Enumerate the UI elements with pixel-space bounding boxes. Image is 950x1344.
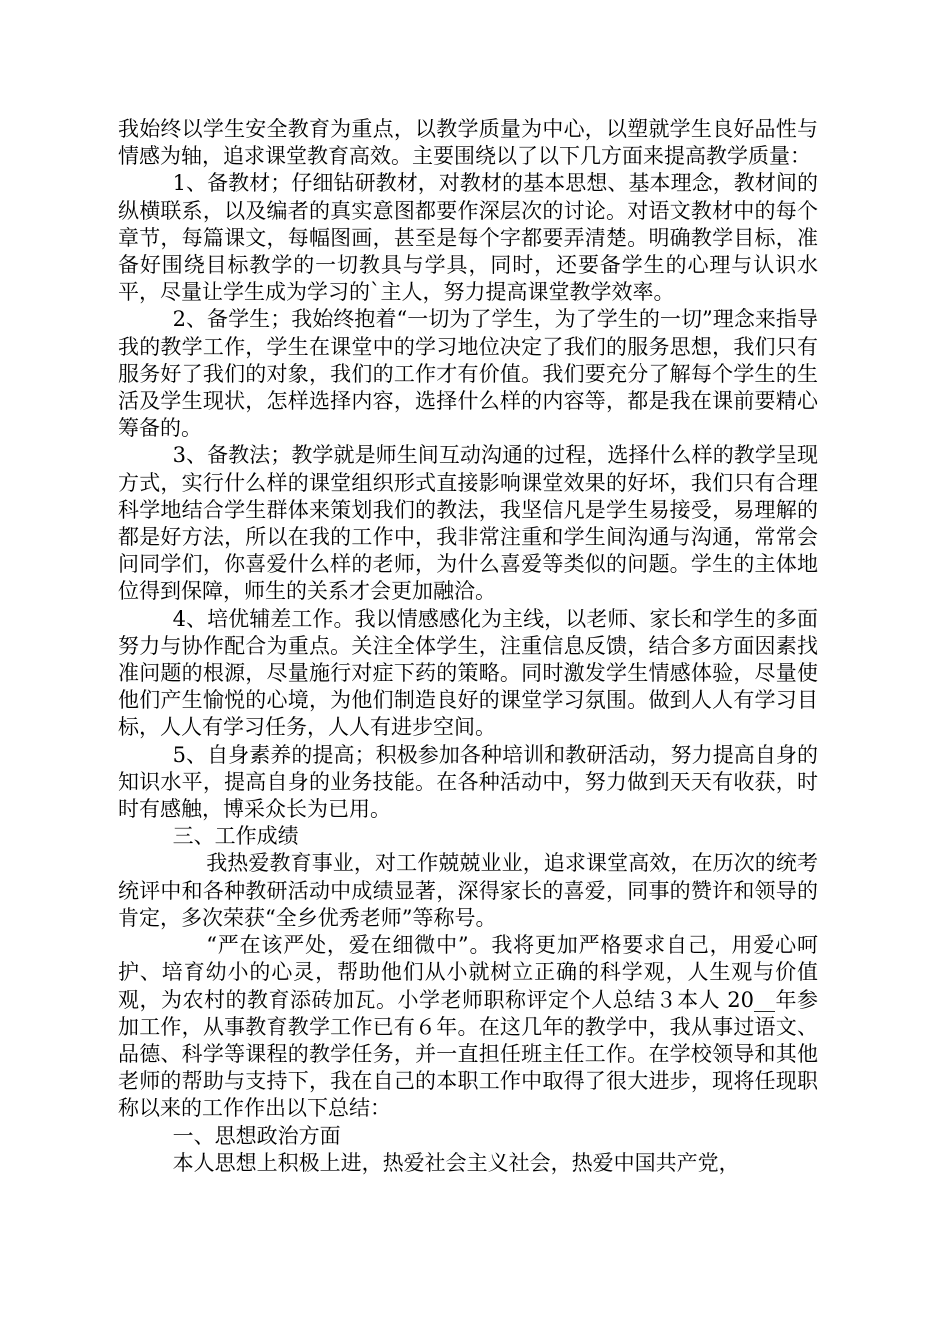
paragraph-prepare-materials: 1、备教材；仔细钻研教材，对教材的基本思想、基本理念，教材间的纵横联系，以及编者的真实意图都要作深层次的讨论。对语文教材中的每个章节，每篇课文，每幅图画，甚至是每个字都要弄清楚。明确教学目标，准备好围绕目标教学的一切教具与学具，同时，还要备学生的心理与认识水平，尽量让学生成为学习的`主人，努力提高课堂教学效率。 — [118, 171, 818, 305]
paragraph-intro: 我始终以学生安全教育为重点，以教学质量为中心，以塑就学生良好品性与情感为轴，追求课堂教育高效。主要围绕以了以下几方面来提高教学质量： — [118, 117, 818, 169]
paragraph-prepare-methods: 3、备教法；教学就是师生间互动沟通的过程，选择什么样的教学呈现方式，实行什么样的课堂组织形式直接影响课堂效果的好坏，我们只有合理科学地结合学生群体来策划我们的教法，我坚信凡是学生易接受，易理解的都是好方法，所以在我的工作中，我非常注重和学生间沟通与沟通，常常会问同学们，你喜爱什么样的老师，为什么喜爱等类似的问题。学生的主体地位得到保障，师生的关系才会更加融洽。 — [118, 443, 818, 604]
section-heading-achievements: 三、工作成绩 — [172, 824, 299, 849]
document-body — [118, 116, 818, 1177]
section-heading-politics: 一、思想政治方面 — [172, 1123, 341, 1148]
paragraph-tutoring: 4、培优辅差工作。我以情感感化为主线，以老师、家长和学生的多面努力与协作配合为重点。关注全体学生，注重信息反馈，结合多方面因素找准问题的根源，尽量施行对症下药的策略。同时激发学生情感体验，尽量使他们产生愉悦的心境，为他们制造良好的课堂学习氛围。做到人人有学习目标，人人有学习任务，人人有进步空间。 — [118, 606, 818, 740]
paragraph-summary: “严在该严处，爱在细微中”。我将更加严格要求自己，用爱心呵护、培育幼小的心灵，帮助他们从小就树立正确的科学观，人生观与价值观，为农村的教育添砖加瓦。小学老师职称评定个人总结３本人 20__年参加工作，从事教育教学工作已有６年。在这几年的教学中，我从事过语文、品德、科学等课程的教学任务，并一直担任班主任工作。在学校领导和其他老师的帮助与支持下，我在自己的本职工作中取得了很大进步，现将任现职称以来的工作作出以下总结： — [118, 933, 818, 1121]
paragraph-self-improvement: 5、自身素养的提高；积极参加各种培训和教研活动，努力提高自身的知识水平，提高自身的业务技能。在各种活动中，努力做到天天有收获，时时有感触，博采众长为已用。 — [118, 742, 818, 822]
paragraph-politics: 本人思想上积极上进，热爱社会主义社会，热爱中国共产党， — [172, 1150, 740, 1175]
paragraph-achievements: 我热爱教育事业，对工作兢兢业业，追求课堂高效，在历次的统考统评中和各种教研活动中成绩显著，深得家长的喜爱，同事的赞许和领导的肯定，多次荣获“全乡优秀老师”等称号。 — [118, 851, 818, 930]
paragraph-prepare-students: 2、备学生；我始终抱着“一切为了学生，为了学生的一切”理念来指导我的教学工作，学生在课堂中的学习地位决定了我们的服务思想，我们只有服务好了我们的对象，我们的工作才有价值。我们要充分了解每个学生的生活及学生现状，怎样选择内容，选择什么样的内容等，都是我在课前要精心筹备的。 — [118, 307, 818, 441]
